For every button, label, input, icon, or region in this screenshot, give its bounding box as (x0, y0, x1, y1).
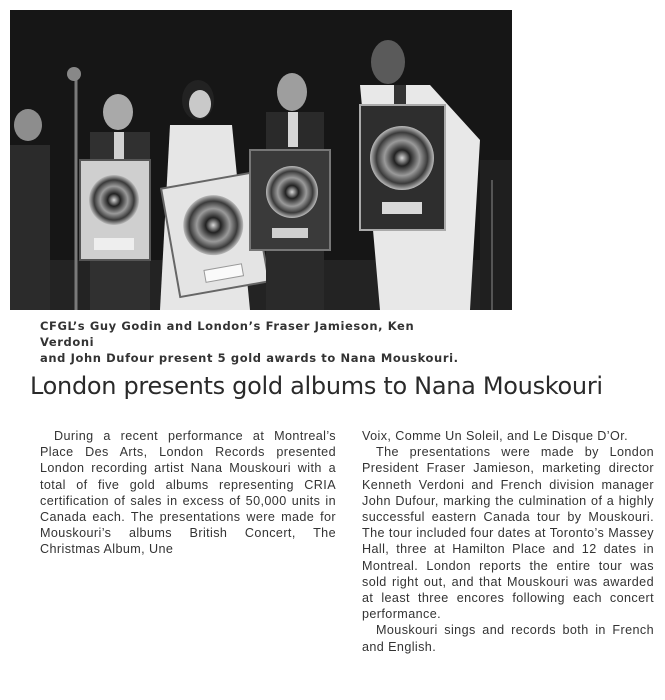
caption-line-1: CFGL’s Guy Godin and London’s Fraser Jamieson, Ken Verdoni (40, 319, 415, 349)
article-column-2 (362, 428, 654, 655)
article-paragraph-2: The presentations were made by London President Fraser Jamieson, marketing director Kenneth Verdoni and French division manager John Dufour, marking the culmination of a highly successful eastern Canada tour by Mouskouri. The tour included four dates at Toronto’s Massey Hall, three at Hamilton Place and 12 dates in Montreal. London reports the entire tour was sold right out, and that Mouskouri was awarded at least three encores following each concert performance. (362, 445, 654, 622)
person-2-head (103, 94, 133, 130)
article-headline: London presents gold albums to Nana Mouskouri (30, 372, 603, 400)
person-5-head (371, 40, 405, 84)
caption-line-2: and John Dufour present 5 gold awards to Nana Mouskouri. (40, 351, 459, 365)
news-photo (10, 10, 512, 310)
article-paragraph-1: During a recent performance at Montreal’s Place Des Arts, London Records presented London recording artist Nana Mouskouri with a total of five gold albums representing CRIA certification of sales in excess of 50,000 units in Canada each. The presentations were made for Mouskouri’s albums British Concert, The Christmas Album, Une (40, 429, 336, 557)
article-column-1 (40, 428, 336, 558)
article-paragraph-1-continued: Voix, Comme Un Soleil, and Le Disque D’Or. (362, 429, 628, 443)
photo-illustration (10, 10, 512, 310)
person-1-head (14, 109, 42, 141)
person-4-head (277, 73, 307, 111)
photo-caption (40, 318, 460, 366)
article-paragraph-3: Mouskouri sings and records both in French and English. (362, 623, 654, 654)
